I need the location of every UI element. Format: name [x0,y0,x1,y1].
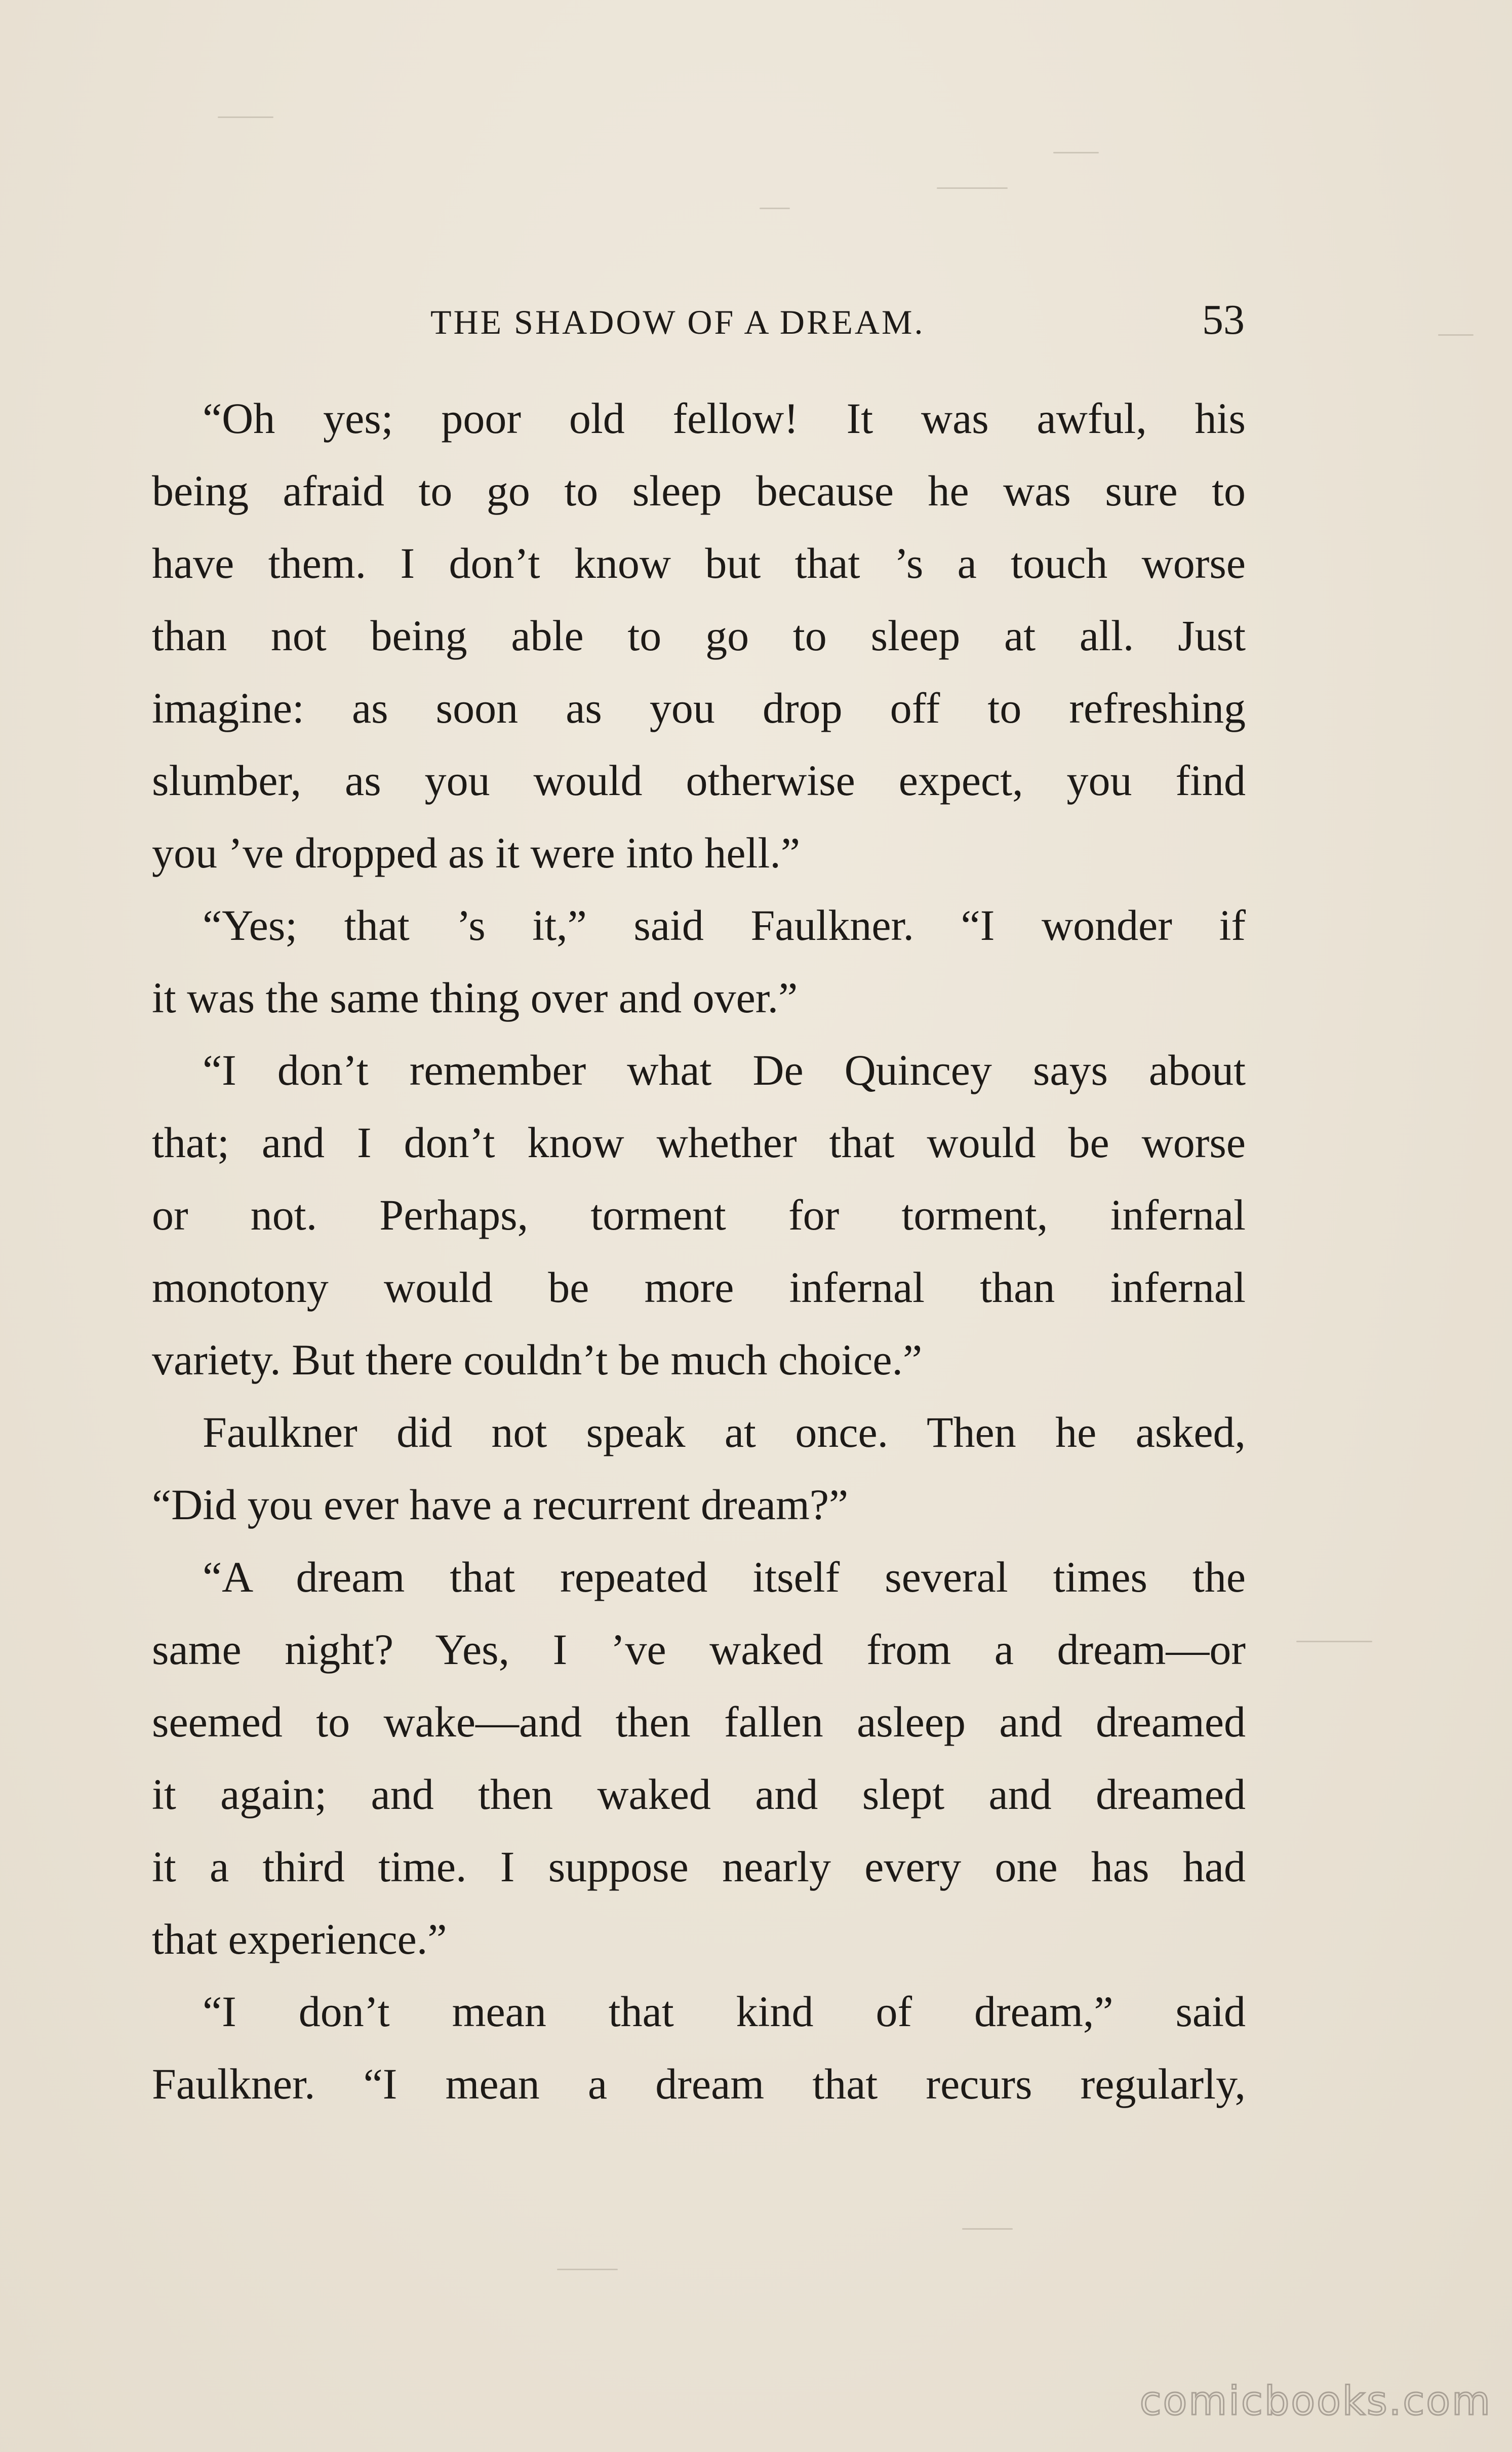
text-line: Faulkner. “I mean a dream that recurs regularly, [152,2060,1246,2108]
text-line: you ’ve dropped as it were into hell.” [152,828,801,877]
paper-speck [962,2228,1013,2230]
text-line: “I don’t mean that kind of dream,” said [203,1987,1246,2036]
text-line: “A dream that repeated itself several times the [203,1553,1246,1601]
text-line: monotony would be more infernal than infernal [152,1263,1246,1312]
paper-speck [1438,334,1474,336]
running-title: THE SHADOW OF A DREAM. [430,303,925,341]
text-line: it a third time. I suppose nearly every one has had [152,1842,1246,1891]
text-line: it again; and then waked and slept and dreamed [152,1770,1246,1818]
text-line: or not. Perhaps, torment for torment, infernal [152,1191,1246,1239]
text-line: than not being able to go to sleep at all. Just [152,611,1246,660]
text-line: same night? Yes, I ’ve waked from a dream—or [152,1625,1246,1674]
paper-speck [937,187,1008,189]
body-text [152,382,1246,2120]
page-header [156,291,1245,352]
paper-speck [557,2269,618,2270]
watermark: comicbooks.com [1139,2379,1492,2424]
text-line: variety. But there couldn’t be much choice.” [152,1335,923,1384]
page-number: 53 [1202,296,1245,343]
text-line: “Oh yes; poor old fellow! It was awful, his [203,394,1246,443]
text-line: slumber, as you would otherwise expect, you find [152,756,1246,805]
paper-speck [760,208,790,209]
paper-speck [1296,1641,1372,1642]
text-line: seemed to wake—and then fallen asleep and dreamed [152,1697,1246,1746]
text-line: imagine: as soon as you drop off to refreshing [152,684,1246,732]
text-line: that experience.” [152,1915,447,1963]
text-line: that; and I don’t know whether that would be worse [152,1118,1246,1167]
text-line: Faulkner did not speak at once. Then he asked, [203,1408,1246,1456]
text-line: being afraid to go to sleep because he was sure to [152,466,1246,515]
text-line: “Did you ever have a recurrent dream?” [152,1480,849,1529]
paper-speck [1053,152,1099,153]
text-line: “I don’t remember what De Quincey says about [203,1046,1246,1094]
text-line: have them. I don’t know but that ’s a touch worse [152,539,1246,587]
paper-speck [218,116,273,118]
text-line: it was the same thing over and over.” [152,973,798,1022]
text-line: “Yes; that ’s it,” said Faulkner. “I wonder if [203,901,1246,950]
